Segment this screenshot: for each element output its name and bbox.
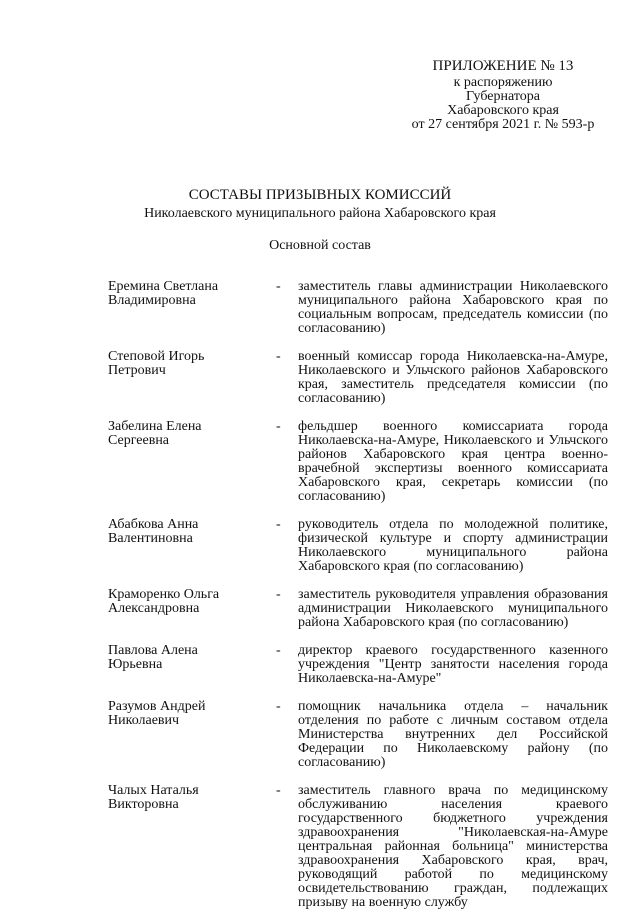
member-role: руководитель отдела по молодежной политике, физической культуре и спорту администрации Николаевского муниципального района Хабаровского края (по согласованию) xyxy=(298,517,608,574)
document-subtitle: Николаевского муниципального района Хабаровского края xyxy=(144,206,496,221)
section-heading: Основной состав xyxy=(269,238,371,253)
appendix-line-order: к распоряжению xyxy=(453,75,553,90)
member-list xyxy=(108,280,608,924)
member-name: Краморенко Ольга Александровна xyxy=(108,587,220,616)
member-role: помощник начальника отдела – начальник отделения по работе с личным составом отдела Министерства внутренних дел Российской Федерации по Николаевскому району (по согласованию) xyxy=(298,699,608,770)
member-dash: - xyxy=(276,699,281,714)
member-role: заместитель главы администрации Николаевского муниципального района Хабаровского края по социальным вопросам, председатель комиссии (по согласованию) xyxy=(298,279,608,336)
member-row xyxy=(108,644,608,686)
document-title: СОСТАВЫ ПРИЗЫВНЫХ КОМИССИЙ xyxy=(188,187,452,203)
member-row xyxy=(108,420,608,504)
member-dash: - xyxy=(276,587,281,602)
member-row xyxy=(108,700,608,770)
member-dash: - xyxy=(276,279,281,294)
member-row xyxy=(108,518,608,574)
appendix-line-region: Хабаровского края xyxy=(447,103,559,118)
member-dash: - xyxy=(276,349,281,364)
member-row xyxy=(108,784,608,910)
member-name: Абабкова Анна Валентиновна xyxy=(108,517,199,546)
member-name: Забелина Елена Сергеевна xyxy=(108,419,202,448)
member-name: Разумов Андрей Николаевич xyxy=(108,699,206,728)
member-role: фельдшер военного комиссариата города Николаевска-на-Амуре, Николаевского и Ульчского районов Хабаровского края центра военно-врачебной экспертизы военного комиссариата Хабаровского края, секретарь комиссии (по согласованию) xyxy=(298,419,608,504)
appendix-line-governor: Губернатора xyxy=(465,89,541,104)
member-row xyxy=(108,588,608,630)
member-dash: - xyxy=(276,517,281,532)
member-name: Еремина Светлана Владимировна xyxy=(108,279,219,308)
appendix-block xyxy=(378,58,628,132)
member-role: заместитель главного врача по медицинскому обслуживанию населения краевого государственного бюджетного учреждения здравоохранения "Николаевская-на-Амуре центральная районная больница" министерства здравоохранения Хабаровского края, врач, руководящий работой по медицинскому освидетельствованию граждан, подлежащих призыву на военную службу xyxy=(298,783,608,910)
member-role: директор краевого государственного казенного учреждения "Центр занятости населения города Николаевска-на-Амуре" xyxy=(298,643,608,686)
member-name: Степовой Игорь Петрович xyxy=(108,349,205,378)
member-role: военный комиссар города Николаевска-на-Амуре, Николаевского и Ульчского районов Хабаровского края, заместитель председателя комиссии (по согласованию) xyxy=(298,349,608,406)
member-name: Павлова Алена Юрьевна xyxy=(108,643,198,672)
member-role: заместитель руководителя управления образования администрации Николаевского муниципального района Хабаровского края (по согласованию) xyxy=(298,587,608,630)
appendix-number: ПРИЛОЖЕНИЕ № 13 xyxy=(432,58,574,74)
member-dash: - xyxy=(276,783,281,798)
member-name: Чалых Наталья Викторовна xyxy=(108,783,199,812)
member-dash: - xyxy=(276,643,281,658)
member-row xyxy=(108,280,608,336)
member-dash: - xyxy=(276,419,281,434)
member-row xyxy=(108,350,608,406)
appendix-line-date: от 27 сентября 2021 г. № 593-р xyxy=(411,117,595,132)
